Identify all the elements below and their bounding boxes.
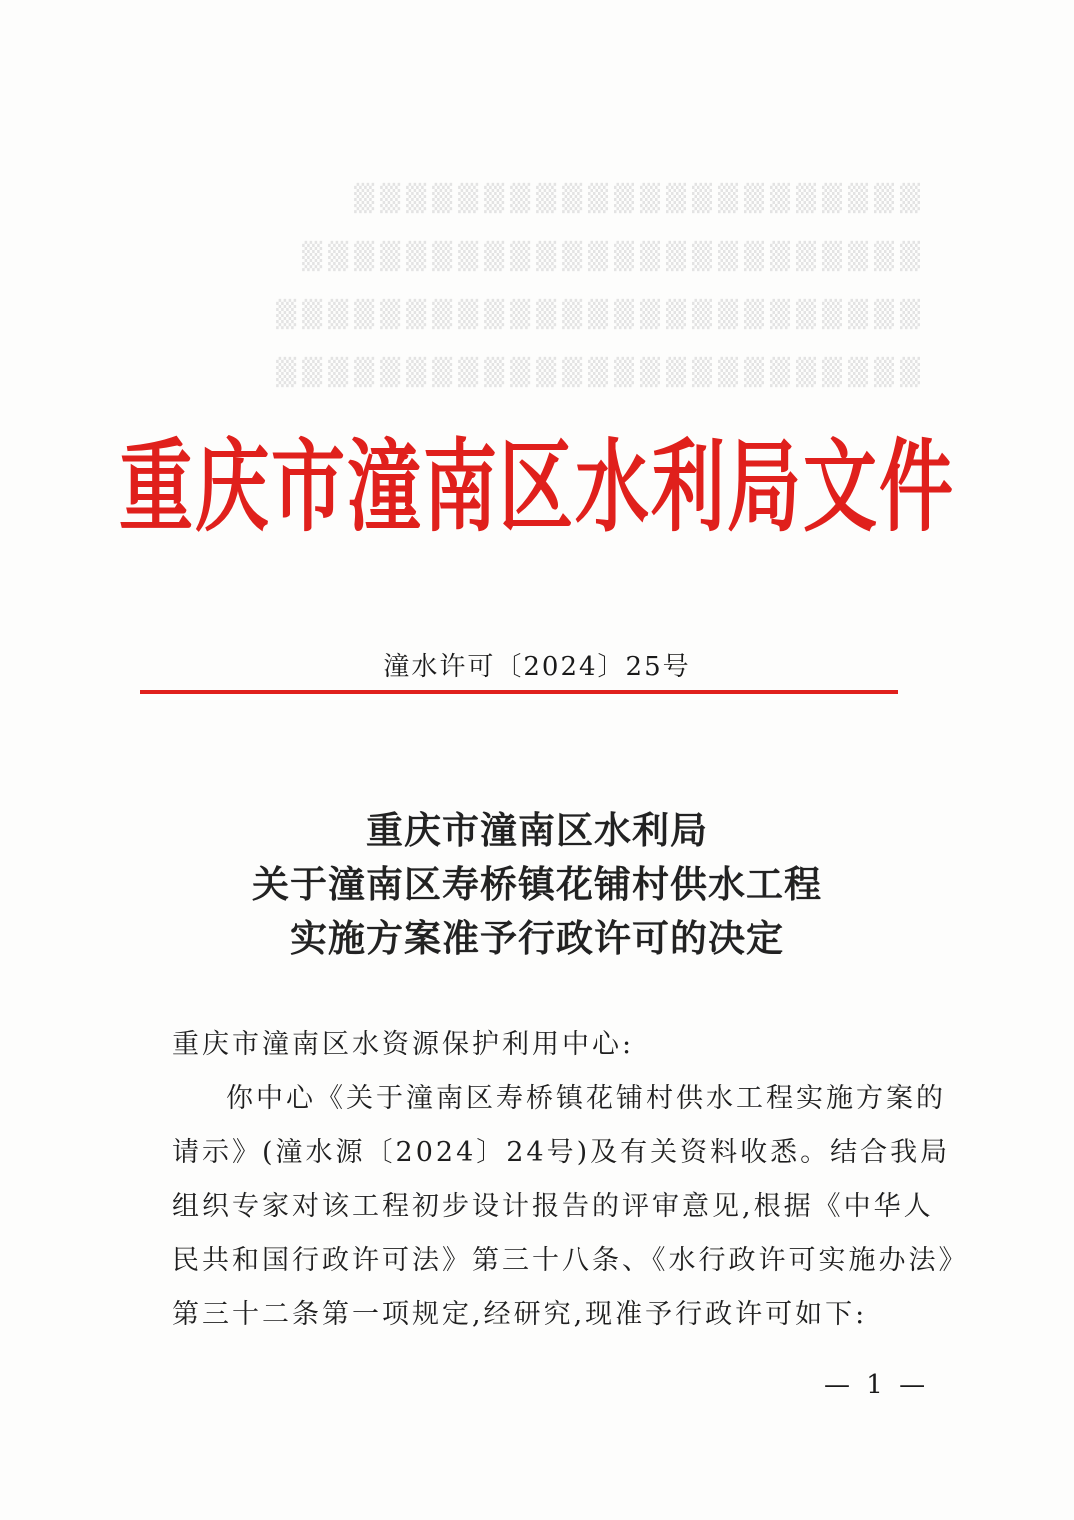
issuing-authority-header: 重庆市潼南区水利局文件 (119, 429, 955, 546)
recipient-line: 重庆市潼南区水资源保护利用中心: (172, 1029, 635, 1060)
show-through-background: ▒▒▒▒▒▒▒▒▒▒▒▒▒▒▒▒▒▒▒▒▒▒ ▒▒▒▒▒▒▒▒▒▒▒▒▒▒▒▒▒▒▒▒▒▒▒▒ ▒▒▒▒▒▒▒▒▒▒▒▒▒▒▒▒▒▒▒▒▒▒▒▒▒ ▒▒▒▒▒▒▒▒▒▒▒▒▒▒▒▒▒▒▒▒▒▒▒▒▒ (270, 184, 920, 388)
document-number: 潼水许可〔2024〕25号 (383, 652, 691, 682)
paragraph-line: 民共和国行政许可法》第三十八条、《水行政许可实施办法》 (172, 1245, 969, 1276)
red-divider-line (140, 690, 898, 694)
paragraph-line: 第三十二条第一项规定,经研究,现准予行政许可如下: (172, 1299, 868, 1330)
document-title (0, 804, 1074, 966)
paragraph-line: 请示》(潼水源〔2024〕24号)及有关资料收悉。结合我局 (172, 1137, 951, 1168)
title-line: 重庆市潼南区水利局 (366, 809, 708, 852)
title-line: 实施方案准予行政许可的决定 (290, 917, 784, 960)
paragraph-line: 你中心《关于潼南区寿桥镇花铺村供水工程实施方案的 (226, 1083, 946, 1114)
paragraph-line: 组织专家对该工程初步设计报告的评审意见,根据《中华人 (172, 1191, 934, 1222)
document-body (172, 1018, 969, 1342)
page-number: — 1 — (824, 1370, 930, 1400)
title-line: 关于潼南区寿桥镇花铺村供水工程 (252, 863, 822, 906)
